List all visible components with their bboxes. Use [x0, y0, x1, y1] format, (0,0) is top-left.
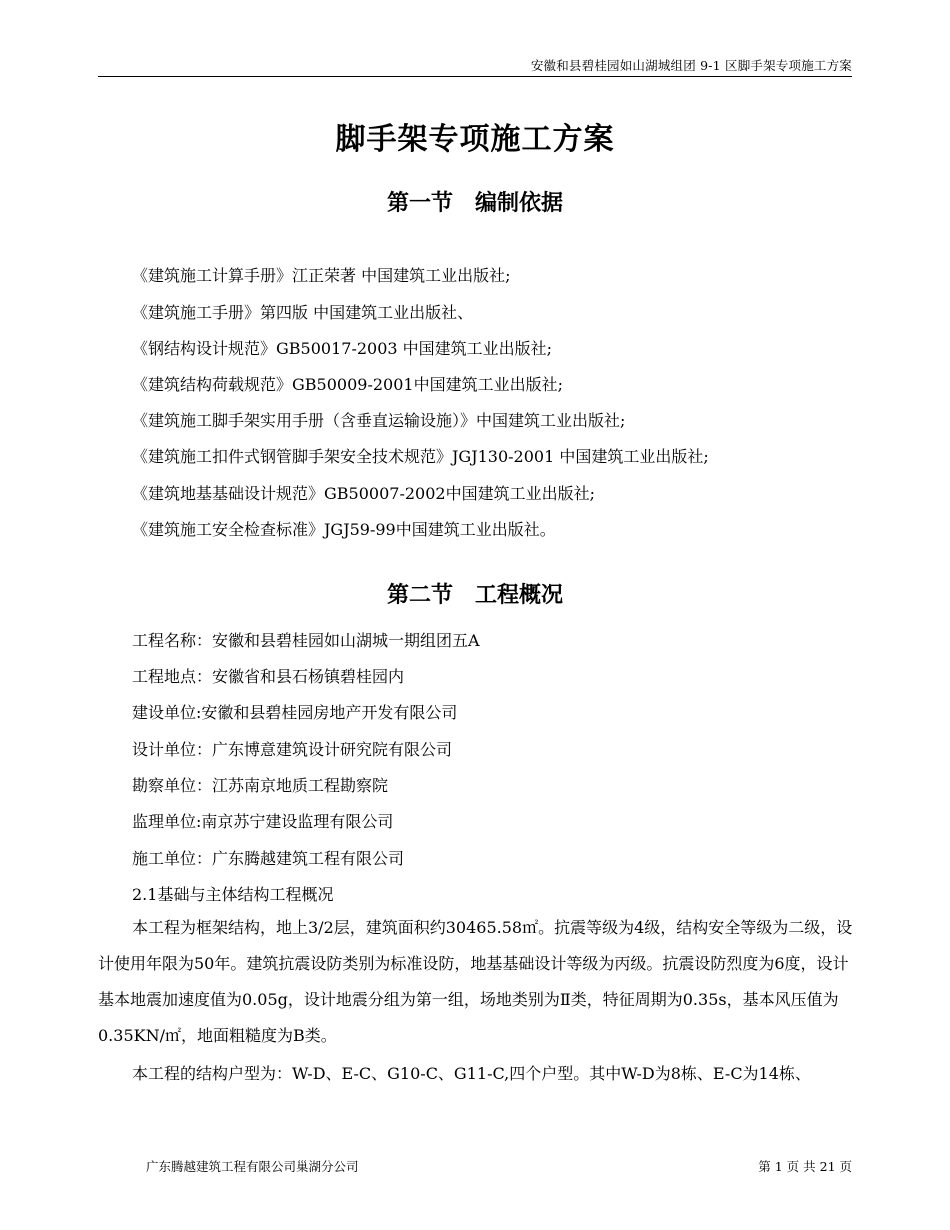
footer-company: 广东腾越建筑工程有限公司巢湖分公司: [146, 1159, 359, 1174]
reference-item: 《建筑施工手册》第四版 中国建筑工业出版社、: [132, 303, 474, 322]
section-1-name: 编制依据: [475, 191, 564, 216]
section-2-heading: [0, 578, 950, 609]
reference-item: 《建筑结构荷载规范》GB50009-2001中国建筑工业出版社;: [132, 375, 563, 394]
project-info-item: 工程名称：安徽和县碧桂园如山湖城一期组团五A: [132, 631, 480, 650]
section-1-number: 第一节: [386, 191, 453, 216]
subsection-heading: 2.1基础与主体结构工程概况: [132, 885, 334, 904]
unit-type-paragraph-text: 本工程的结构户型为：W-D、E-C、G10-C、G11-C,四个户型。其中W-D为8栋、E-C为14栋、: [132, 1064, 811, 1083]
reference-item: 《建筑地基基础设计规范》GB50007-2002中国建筑工业出版社;: [132, 484, 595, 503]
unit-type-paragraph: [98, 1056, 853, 1092]
page-header: [98, 56, 852, 77]
structure-paragraph: [98, 910, 853, 1054]
project-info-item: 勘察单位：江苏南京地质工程勘察院: [132, 776, 389, 795]
header-text: 安徽和县碧桂园如山湖城组团 9-1 区脚手架专项施工方案: [530, 58, 852, 73]
reference-item: 《钢结构设计规范》GB50017-2003 中国建筑工业出版社;: [132, 339, 553, 358]
section-2-number: 第二节: [386, 583, 453, 608]
document-title: 脚手架专项施工方案: [335, 122, 615, 157]
section-1-heading: [0, 186, 950, 217]
project-info-item: 建设单位:安徽和县碧桂园房地产开发有限公司: [132, 703, 458, 722]
reference-item: 《建筑施工计算手册》江正荣著 中国建筑工业出版社;: [132, 266, 511, 285]
structure-paragraph-text: 本工程为框架结构，地上3/2层，建筑面积约30465.58㎡。抗震等级为4级，结构安全等级为二级，设计使用年限为50年。建筑抗震设防类别为标准设防，地基基础设计等级为丙级。抗震设防烈度为6度，设计基本地震加速度值为0.05g，设计地震分组为第一组，场地类别为Ⅱ类，特征周期为0.35s，基本风压值为0.35KN/㎡，地面粗糙度为B类。: [98, 918, 853, 1045]
project-info-item: 施工单位：广东腾越建筑工程有限公司: [132, 849, 405, 868]
project-info-item: 工程地点：安徽省和县石杨镇碧桂园内: [132, 667, 405, 686]
reference-item: 《建筑施工扣件式钢管脚手架安全技术规范》JGJ130-2001 中国建筑工业出版社;: [132, 447, 709, 466]
project-info-item: 监理单位:南京苏宁建设监理有限公司: [132, 812, 394, 831]
reference-item: 《建筑施工安全检查标准》JGJ59-99中国建筑工业出版社。: [132, 520, 556, 539]
page-number: 第 1 页 共 21 页: [758, 1159, 852, 1174]
reference-item: 《建筑施工脚手架实用手册（含垂直运输设施）》中国建筑工业出版社;: [132, 411, 626, 430]
project-info-item: 设计单位：广东博意建筑设计研究院有限公司: [132, 740, 453, 759]
section-2-name: 工程概况: [475, 583, 564, 608]
